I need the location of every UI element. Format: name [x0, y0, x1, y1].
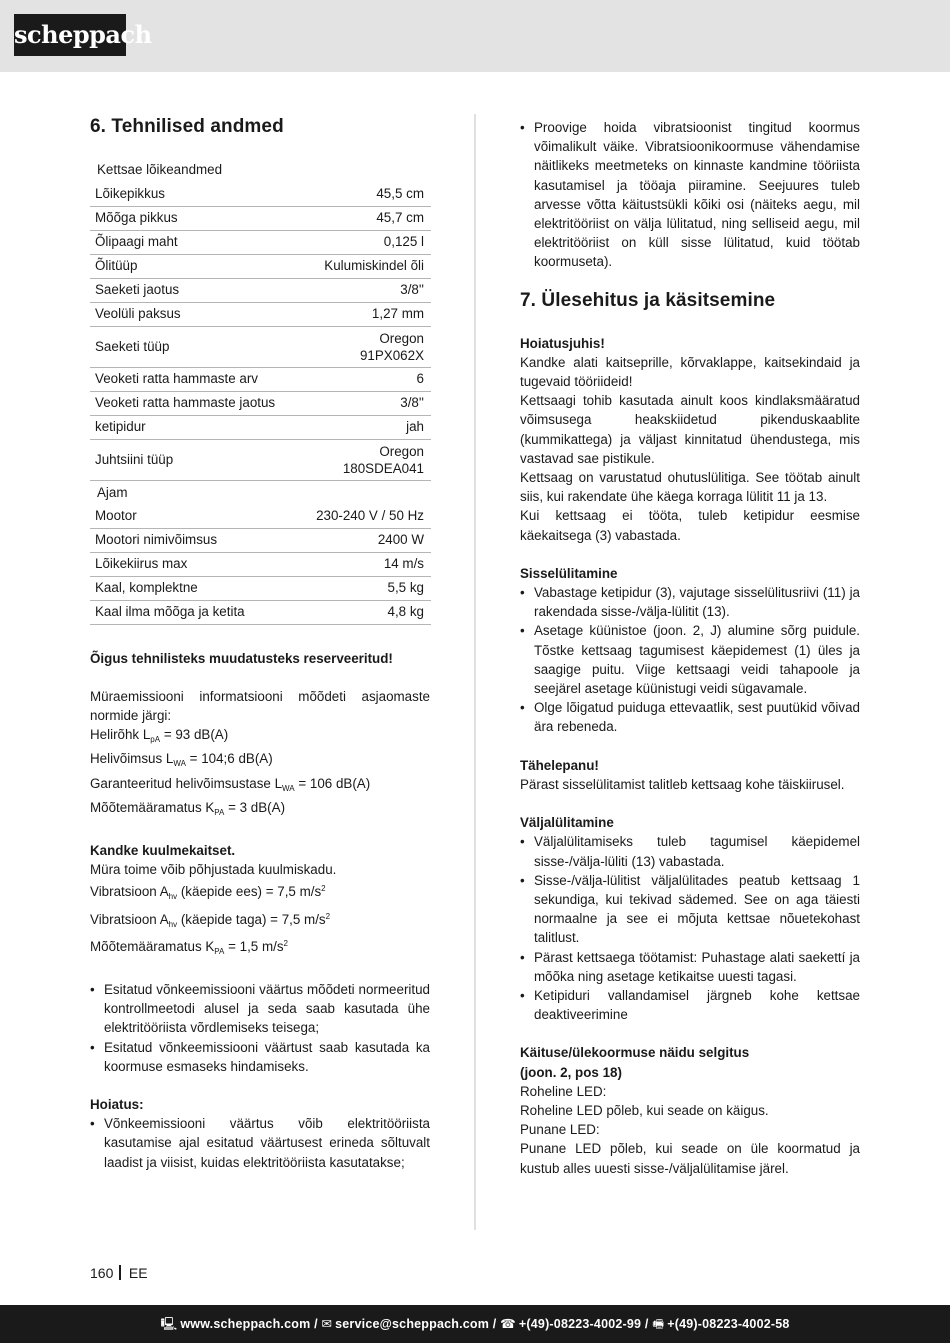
table-row: [90, 576, 431, 600]
green-led-text: Roheline LED põleb, kui seade on käigus.: [520, 1102, 769, 1118]
brand-logo: scheppach: [14, 14, 126, 56]
table-row: [90, 182, 431, 206]
noise-line-pressure: Helirõhk $L_{pA} = 93$ dB(A): [90, 727, 229, 745]
language-code: EE: [128, 1265, 148, 1281]
spec-value-line: 180SDEA041: [342, 460, 424, 476]
page-number: 160: [90, 1265, 114, 1281]
table-row: [90, 367, 431, 391]
spec-value: 5,5 kg: [300, 576, 431, 600]
phone-number: +(49)-08223-4002-99 /: [518, 1317, 649, 1331]
list-item: • Vabastage ketipidur (3), vajutage sisselülitusriivi (11) ja rakendada sisse-/välja-lülitit (13).: [520, 583, 860, 621]
table-row: [90, 504, 431, 528]
switch-off-title: Väljalülitamine: [520, 815, 614, 831]
spec-value: 3/8'': [300, 278, 431, 302]
spec-value-line: Oregon: [379, 330, 424, 346]
noise-intro: Müraemissiooni informatsiooni mõõdeti asjaomaste normide järgi:: [90, 688, 430, 723]
list-item: • Sisse-/välja-lülitist väljalülitades peatub kettsaag 1 sekundiga, kui tekivad sädemed. See on aga täiesti normaalne ja see ei mõjuta kettsae nõuetekohast talitlust.: [520, 871, 860, 948]
spec-value: 6: [300, 367, 431, 391]
noise-line-guaranteed: Garanteeritud helivõimsustase $L_{WA} = 106$ dB(A): [90, 775, 371, 793]
chain-brake-text: Kui kettsaag ei tööta, tuleb ketipidur eesmise käekaitsega (3) vabastada.: [520, 508, 860, 543]
vibration-advice-bullets: [520, 118, 860, 272]
spec-value: 2400 W: [300, 528, 431, 552]
list-item: • Võnkeemissiooni väärtus võib elektritööriista kasutamise ajal esitatud väärtusest erineda sõltuvalt laadist ja viisist, kuidas elektritööriista kasutatakse;: [90, 1114, 430, 1172]
spec-label: Veolüli paksus: [90, 302, 300, 326]
right-column: [520, 118, 860, 1178]
fax-icon: 🖷: [652, 1317, 665, 1331]
spec-value: 3/8'': [300, 391, 431, 415]
table-row: [90, 158, 431, 182]
switch-on-bullets: [520, 583, 860, 737]
table-row: [90, 600, 431, 624]
vibration-line-uncertainty: Mõõtemääramatus $K_{PA} = 1,5$ $m/s^2$: [90, 938, 288, 956]
spec-value: Kulumiskindel õli: [300, 254, 431, 278]
warning-title: Hoiatus:: [90, 1096, 144, 1112]
load-indicator-subtitle: (joon. 2, pos 18): [520, 1064, 622, 1080]
noise-line-power: Helivõimsus $L_{WA}$ = 104;6 dB(A): [90, 751, 273, 769]
spec-value-line: 91PX062X: [359, 347, 424, 363]
list-item: • Asetage küünistoe (joon. 2, J) alumine sõrg puidule. Tõstke kettsaag tagumisest käepidemest (1) üles ja saagige puitu. Viige kettsaagi veidi tahapoole ja seejärel asetage küünistugi veidi sügavamale.: [520, 621, 860, 698]
spec-value: 4,8 kg: [300, 600, 431, 624]
extension-cable-text: Kettsaagi tohib kasutada ainult koos kindlaksmääratud võimsusega heakskiidetud pikenduskaablite (kummikattega) ja väljast kinnitatud ühendustega, mis vastavad sae pistikule.: [520, 393, 860, 466]
red-led-label: Punane LED:: [520, 1122, 600, 1138]
list-item: • Esitatud võnkeemissiooni väärtust saab kasutada ka koormuse esmaseks hindamiseks.: [90, 1038, 430, 1076]
noise-line-uncertainty: Mõõtemääramatus $K_{PA} = 3$ dB(A): [90, 799, 286, 817]
vibration-line-rear: Vibratsioon $A_{hv}$ (käepide taga) = 7,5 $m/s^2$: [90, 911, 331, 929]
spec-label: Saeketi tüüp: [90, 326, 300, 367]
attention-text: Pärast sisselülitamist talitleb kettsaag kohe täiskiirusel.: [520, 776, 845, 792]
spec-value: 230-240 V / 50 Hz: [300, 504, 431, 528]
table-row: [90, 302, 431, 326]
list-item: • Olge lõigatud puiduga ettevaatlik, sest puutükid võivad ära rebeneda.: [520, 698, 860, 736]
table-row: [90, 254, 431, 278]
spec-label: Juhtsiini tüüp: [90, 439, 300, 480]
phone-icon: ☎: [500, 1317, 516, 1331]
email-link[interactable]: service@scheppach.com /: [335, 1317, 497, 1331]
table-row: [90, 528, 431, 552]
vibration-line-front: Vibratsioon $A_{hv}$ (käepide ees) = 7,5 $m/s^2$: [90, 884, 326, 902]
spec-label: Veoketi ratta hammaste arv: [90, 367, 300, 391]
spec-value: [300, 480, 431, 504]
table-row: [90, 278, 431, 302]
spec-value: [300, 158, 431, 182]
spec-label: ketipidur: [90, 415, 300, 439]
contact-footer: [0, 1305, 950, 1343]
reserve-note: Õigus tehnilisteks muudatusteks reserveeritud!: [90, 650, 393, 666]
warning-bullets: [90, 1114, 430, 1172]
spec-table: [90, 158, 431, 625]
safety-switch-text: Kettsaag on varustatud ohutuslülitiga. See töötab ainult siis, kui rakendate ühe käega korraga lülitit 11 ja 13.: [520, 470, 860, 505]
list-item: • Ketipiduri vallandamisel järgneb kohe kettsae deaktiveerimine: [520, 986, 860, 1024]
table-row: [90, 480, 431, 504]
website-link[interactable]: www.scheppach.com /: [180, 1317, 318, 1331]
header-bar: [0, 0, 950, 72]
separator: [119, 1265, 121, 1280]
spec-label: Kaal, komplektne: [90, 576, 300, 600]
list-item: • Proovige hoida vibratsioonist tingitud koormus võimalikult väike. Vibratsioonikoormuse vähendamise näitlikeks meetmeteks on kinnaste kandmine tööriista kasutamisel ja tööaja piiramine. Seejuures tuleb arvesse võtta käitustsükli kõiki osi (näiteks aegu, mil elektritööriist on välja lülitatud, ning selliseid aegu, mil elektritööriist on küll sisse lülitatud, kuid töötab koormuseta).: [520, 118, 860, 272]
spec-label: Mootor: [90, 504, 300, 528]
spec-value: 1,27 mm: [300, 302, 431, 326]
vibration-bullets: [90, 980, 430, 1076]
fax-number: +(49)-08223-4002-58: [667, 1317, 790, 1331]
spec-value: 45,5 cm: [300, 182, 431, 206]
table-row: [90, 230, 431, 254]
list-item: • Esitatud võnkeemissiooni väärtus mõõdeti normeeritud kontrollmeetodi alusel ja seda saab kasutada ühe elektritööriista võrdlemiseks teisega;: [90, 980, 430, 1038]
caution-title: Hoiatusjuhis!: [520, 335, 605, 351]
table-row: [90, 415, 431, 439]
spec-value: 0,125 l: [300, 230, 431, 254]
attention-title: Tähelepanu!: [520, 757, 599, 773]
spec-label: Ajam: [97, 484, 128, 500]
section-title-technical-data: 6. Tehnilised andmed: [90, 116, 284, 137]
green-led-label: Roheline LED:: [520, 1083, 607, 1099]
mail-icon: ✉: [321, 1317, 333, 1331]
switch-off-bullets: [520, 832, 860, 1024]
table-row: [90, 206, 431, 230]
load-indicator-title: Käituse/ülekoormuse näidu selgitus: [520, 1045, 750, 1061]
column-divider: [474, 114, 476, 1230]
table-row: [90, 326, 431, 367]
section-title-assembly: 7. Ülesehitus ja käsitsemine: [520, 289, 776, 311]
list-item: • Pärast kettsaega töötamist: Puhastage alati saekettí ja mõõka ning asetage ketikaitse uuesti tagasi.: [520, 948, 860, 986]
list-item: • Väljalülitamiseks tuleb tagumisel käepidemel sisse-/välja-lüliti (13) vabastada.: [520, 832, 860, 870]
spec-value-line: Oregon: [379, 443, 424, 459]
computer-icon: 🖳: [160, 1317, 178, 1331]
spec-value: jah: [300, 415, 431, 439]
spec-label: Kettsae lõikeandmed: [97, 162, 223, 178]
table-row: [90, 552, 431, 576]
spec-value: 14 m/s: [300, 552, 431, 576]
ear-protection-title: Kandke kuulmekaitset.: [90, 842, 236, 858]
spec-value: 45,7 cm: [300, 206, 431, 230]
spec-value: [300, 439, 431, 480]
spec-label: Õlipaagi maht: [90, 230, 300, 254]
spec-label: Lõikekiirus max: [90, 552, 300, 576]
spec-label: Saeketi jaotus: [90, 278, 300, 302]
spec-value: [300, 326, 431, 367]
switch-on-title: Sisselülitamine: [520, 565, 618, 581]
spec-label: Veoketi ratta hammaste jaotus: [90, 391, 300, 415]
spec-label: Mootori nimivõimsus: [90, 528, 300, 552]
table-row: [90, 439, 431, 480]
caution-text: Kandke alati kaitseprille, kõrvaklappe, kaitsekindaid ja tugevaid tööriideid!: [520, 354, 860, 390]
spec-label: Mõõga pikkus: [90, 206, 300, 230]
red-led-text: Punane LED põleb, kui seade on üle koormatud ja kustub alles uuesti sisse-/väljalülitamise järel.: [520, 1141, 860, 1176]
spec-label: Lõikepikkus: [90, 182, 300, 206]
table-row: [90, 391, 431, 415]
spec-label: Kaal ilma mõõga ja ketita: [90, 600, 300, 624]
spec-label: Õlitüüp: [90, 254, 300, 278]
page-footer-number: [90, 1264, 148, 1282]
ear-protection-text: Müra toime võib põhjustada kuulmiskadu.: [90, 862, 337, 878]
left-column: [90, 112, 430, 1172]
